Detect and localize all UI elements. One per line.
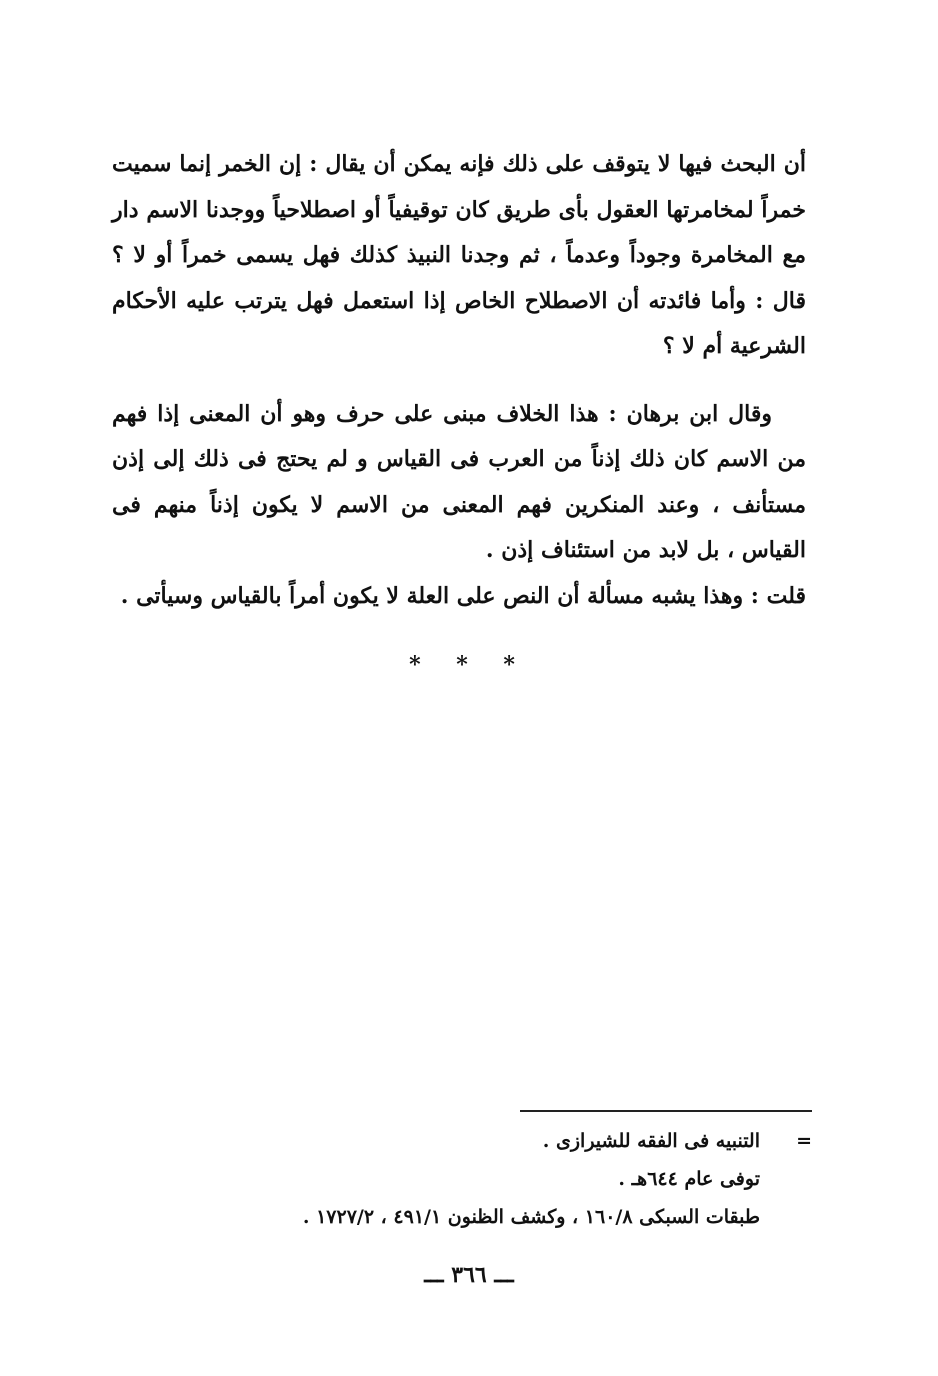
paragraph-2: وقال ابن برهان : هذا الخلاف مبنى على حرف وهو أن المعنى إذا فهم من الاسم كان ذلك إذناً من العرب فى القياس و لم يحتج فى ذلك إلى إذن مستأنف ، وعند المنكرين فهم المعنى من الاسم لا يكون إذناً منهم فى القياس ، بل لابد من استئناف إذن . — [112, 400, 806, 563]
section-separator-asterisks: * * * — [409, 652, 529, 678]
footnote-line-2 — [180, 1160, 812, 1198]
footnote-continuation-marker: = — [796, 1130, 812, 1152]
footnotes-block — [180, 1122, 812, 1236]
footnote-text-2: توفى عام ٦٤٤هـ . — [618, 1168, 760, 1190]
footnote-line-1 — [180, 1122, 812, 1160]
main-text-body — [112, 142, 806, 619]
footnote-divider — [520, 1110, 812, 1112]
paragraph-3: قلت : وهذا يشبه مسألة أن النص على العلة لا يكون أمراً بالقياس وسيأتى . — [120, 582, 806, 609]
paragraph-1: أن البحث فيها لا يتوقف على ذلك فإنه يمكن أن يقال : إن الخمر إنما سميت خمراً لمخامرتها العقول بأى طريق كان توقيفياً أو اصطلاحياً ووجدنا الاسم دار مع المخامرة وجوداً وعدماً ، ثم وجدنا النبيذ كذلك فهل يسمى خمراً أو لا ؟ قال : وأما فائدته أن الاصطلاح الخاص إذا استعمل فهل يترتب عليه الأحكام الشرعية أم لا ؟ — [112, 151, 806, 359]
footnote-text-1: التنبيه فى الفقه للشيرازى . — [542, 1130, 760, 1152]
page-number: ـــ ٣٦٦ ـــ — [424, 1262, 514, 1288]
footnote-text-3: طبقات السبكى ١٦٠/٨ ، وكشف الظنون ٤٩١/١ ، ١٧٢٧/٢ . — [302, 1206, 760, 1228]
footnote-line-3 — [180, 1198, 812, 1236]
